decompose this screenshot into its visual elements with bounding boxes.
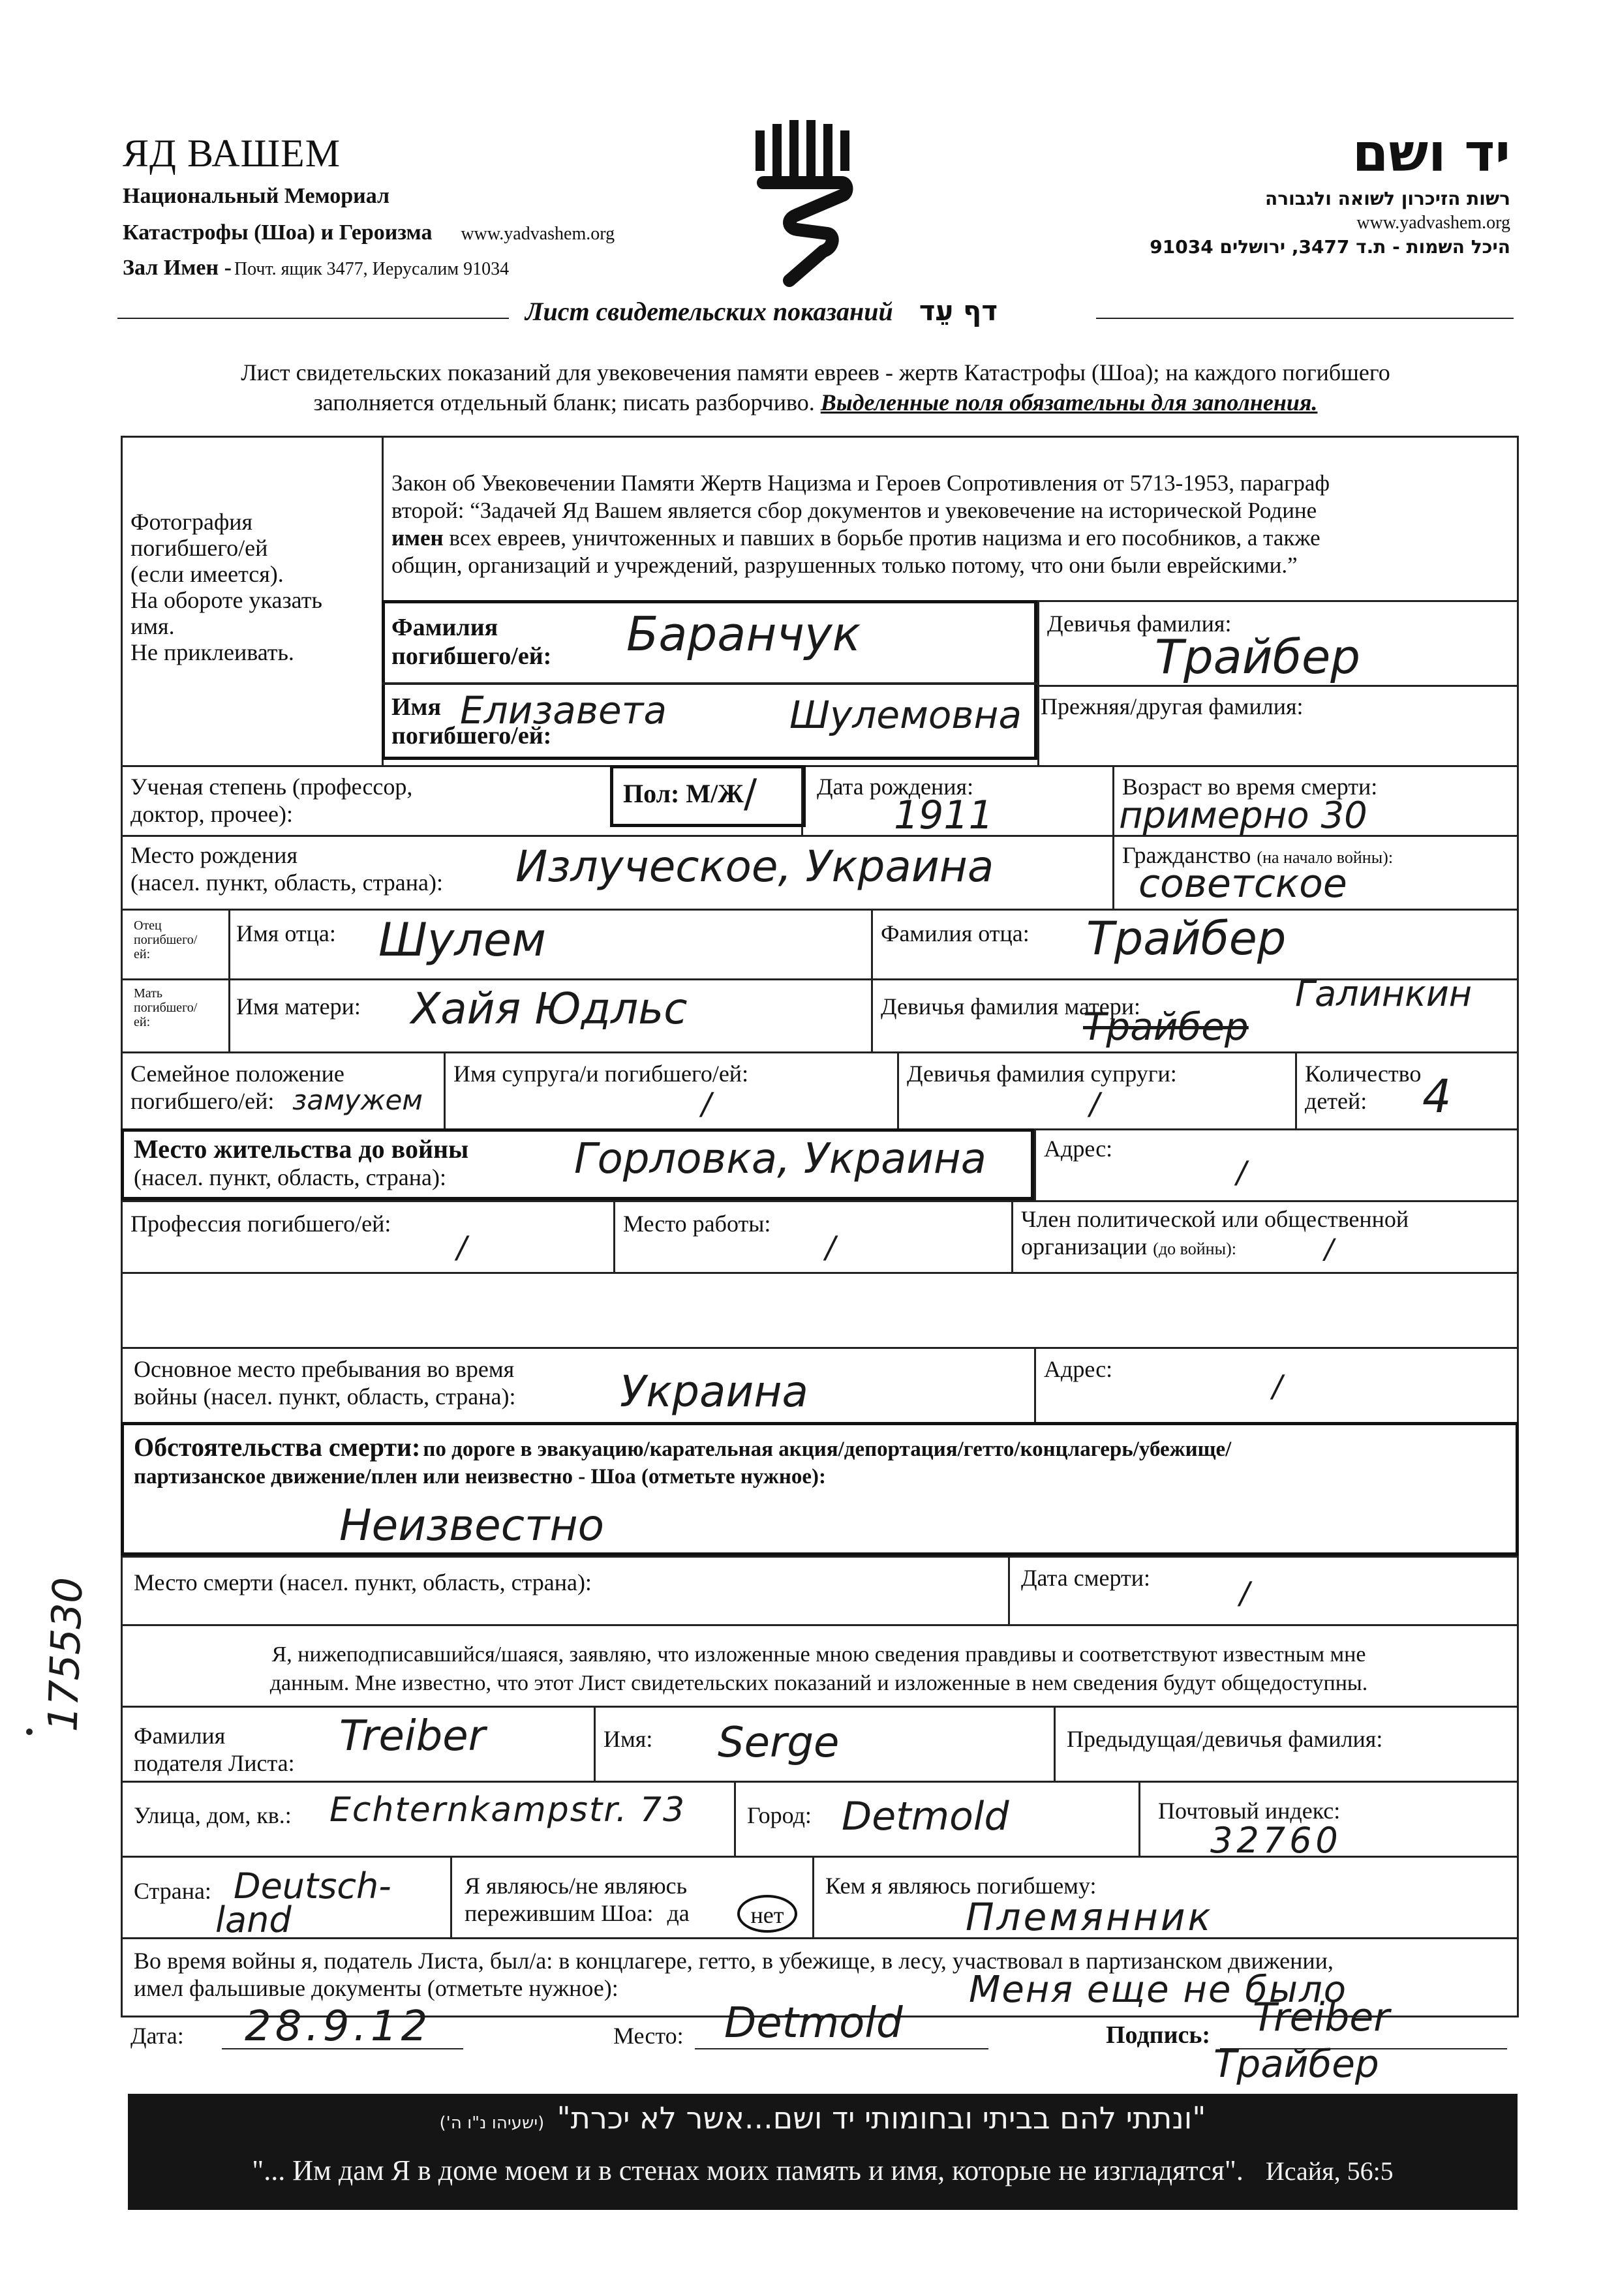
law-text: Закон об Увековечении Памяти Жертв Нацизма и Героев Сопротивления от 5713-1953, параграф второй: “Задачей Яд Вашем является сбор документов и увековечение на исторической Родине имен всех евреев, уничтоженных и павших в борьбе против нацизма и его пособников, а также общин, организаций и учреждений, разрушенных только потому, что они были еврейскими.” — [391, 470, 1330, 578]
footer-he-quote: "ונתתי להם בביתי ובחומותי יד ושם...אשר לא יכרת" — [557, 2100, 1206, 2136]
residence-label: Место жительства до войны (насел. пункт, область, страна): — [134, 1134, 469, 1190]
profession-label: Профессия погибшего/ей: — [130, 1211, 391, 1237]
street-label: Улица, дом, кв.: — [134, 1802, 292, 1828]
city-label: Город: — [747, 1802, 812, 1828]
margin-dot — [26, 1729, 33, 1735]
spouse-name-value[interactable]: / — [701, 1086, 712, 1121]
street-value[interactable]: Echternkampstr. 73 — [329, 1790, 686, 1830]
mother-name-label: Имя матери: — [236, 993, 361, 1020]
footer-ru-ref: Исайя, 56:5 — [1265, 2156, 1394, 2186]
address-value-2[interactable]: / — [1272, 1368, 1283, 1404]
workplace-value[interactable]: / — [825, 1230, 836, 1265]
first-name-value[interactable]: Елизавета — [460, 688, 667, 733]
submitter-surname-value[interactable]: Treiber — [339, 1712, 485, 1760]
during-war-label: Во время войны я, податель Листа, был/а: в концлагере, гетто, в убежище, в лесу, участвовал в партизанском движении, имел фальшивые документы (отметьте нужное): — [134, 1948, 1334, 2001]
he-line3: היכל השמות - ת.ד 3477, ירושלים 91034 — [1150, 236, 1510, 258]
member-label: Член политической или общественной организации (до войны): — [1021, 1206, 1409, 1260]
footer-ru-quote: "... Им дам Я в доме моем и в стенах моих память и имя, которые не изгладятся". — [252, 2154, 1244, 2186]
survivor-label: Я являюсь/не являюсь пережившим Шоа: да — [465, 1873, 690, 1926]
ru-line3-rest: Почт. ящик 3477, Иерусалим 91034 — [234, 259, 510, 279]
footer-he-ref: (ישעיהו נ"ו ה') — [439, 2113, 545, 2133]
relation-value[interactable]: Племянник — [966, 1895, 1214, 1939]
mother-name-value[interactable]: Хайя Юдльс — [411, 984, 688, 1034]
wartime-value[interactable]: Украина — [620, 1367, 808, 1417]
first-name-label: Имя погибшего/ей: — [391, 693, 552, 749]
photo-note: Фотография погибшего/ей (если имеется). На обороте указать имя. Не приклеивать. — [130, 509, 322, 665]
father-name-label: Имя отца: — [236, 920, 336, 946]
signature-value-2[interactable]: Трайбер — [1214, 2042, 1379, 2086]
birth-date-value[interactable]: 1911 — [894, 793, 994, 838]
age-label: Возраст во время смерти: — [1122, 774, 1378, 800]
maiden-label: Девичья фамилия: — [1047, 611, 1232, 637]
sex-label: Пол: М/Ж — [623, 779, 744, 808]
country-value-l2[interactable]: land — [215, 1899, 292, 1941]
death-date-label: Дата смерти: — [1021, 1565, 1151, 1591]
website-right: www.yadvashem.org — [1356, 213, 1510, 233]
sex-strike: / — [744, 771, 757, 817]
surname-value[interactable]: Баранчук — [626, 607, 861, 661]
mother-side-label: Мать погибшего/ ей: — [134, 986, 198, 1029]
he-line1: רשות הזיכרון לשואה ולגבורה — [1265, 188, 1510, 209]
footer-banner — [128, 2094, 1518, 2210]
date-label: Дата: — [130, 2023, 184, 2049]
title-rule-left — [117, 318, 509, 319]
signature-label: Подпись: — [1106, 2021, 1211, 2049]
age-value[interactable]: примерно 30 — [1119, 794, 1367, 837]
member-value[interactable]: / — [1324, 1233, 1334, 1265]
survivor-yes-option[interactable]: да — [667, 1900, 690, 1926]
mother-maiden-new-value[interactable]: Галинкин — [1295, 973, 1473, 1014]
address-label-2: Адрес: — [1044, 1356, 1113, 1382]
circumstances-label: Обстоятельства смерти: по дороге в эвакуацию/карательная акция/депортация/гетто/концлагерь/убежище/ партизанское движение/плен или неизвестно - Шоа (отметьте нужное): — [134, 1432, 1232, 1488]
submitter-surname-label: Фамилия подателя Листа: — [134, 1723, 295, 1776]
place-value[interactable]: Detmold — [724, 1999, 903, 2047]
website-left: www.yadvashem.org — [461, 224, 615, 244]
birthplace-label: Место рождения (насел. пункт, область, страна): — [130, 842, 444, 896]
father-side-label: Отец погибшего/ ей: — [134, 918, 198, 961]
father-surname-label: Фамилия отца: — [881, 920, 1030, 946]
header-ru — [123, 130, 710, 287]
margin-number: 175530 — [38, 1576, 92, 1733]
residence-value[interactable]: Горловка, Украина — [574, 1135, 986, 1183]
city-value[interactable]: Detmold — [842, 1794, 1009, 1839]
surname-label: Фамилия погибшего/ей: — [391, 614, 552, 670]
date-value[interactable]: 28.9.12 — [245, 2002, 432, 2051]
title-rule-right — [1096, 318, 1514, 319]
profession-value[interactable]: / — [457, 1230, 467, 1265]
father-name-value[interactable]: Шулем — [378, 913, 546, 967]
maiden-value[interactable]: Трайбер — [1155, 629, 1360, 684]
workplace-label: Место работы: — [623, 1211, 771, 1237]
relation-label: Кем я являюсь погибшему: — [825, 1873, 1097, 1899]
zip-label: Почтовый индекс: — [1158, 1798, 1341, 1824]
father-surname-value[interactable]: Трайбер — [1086, 912, 1287, 965]
death-place-label: Место смерти (насел. пункт, область, страна): — [134, 1569, 592, 1595]
birth-date-label: Дата рождения: — [817, 774, 974, 800]
birthplace-value[interactable]: Излуческое, Украина — [515, 841, 994, 892]
yad-vashem-logo — [750, 117, 855, 287]
ru-title: ЯД ВАШЕМ — [123, 132, 341, 175]
survivor-no-option[interactable]: нет — [737, 1895, 797, 1933]
mother-maiden-struck-value[interactable]: Трайбер — [1083, 1004, 1249, 1049]
children-label: Количество детей: — [1305, 1061, 1422, 1114]
mother-maiden-label: Девичья фамилия матери: — [881, 993, 1141, 1020]
country-label: Страна: — [134, 1878, 211, 1904]
children-value[interactable]: 4 — [1422, 1070, 1452, 1123]
ru-line2: Катастрофы (Шоа) и Героизма — [123, 220, 433, 245]
zip-value[interactable]: 32760 — [1210, 1820, 1342, 1861]
citizenship-value[interactable]: советское — [1138, 861, 1347, 907]
form-title: Лист свидетельских показаний דף עֵד — [525, 295, 998, 327]
address-value-1[interactable]: / — [1236, 1155, 1247, 1190]
declaration: Я, нижеподписавшийся/шаяся, заявляю, что изложенные мною сведения правдивы и соответствуют известным мне данным. Мне известно, что этот Лист свидетельских показаний и изложенные в нем сведения будут общедоступны. — [269, 1642, 1368, 1695]
former-name-label: Прежняя/другая фамилия: — [1041, 693, 1304, 719]
submitter-prev-label: Предыдущая/девичья фамилия: — [1067, 1726, 1383, 1752]
circumstances-value[interactable]: Неизвестно — [339, 1500, 604, 1550]
citizenship-label: Гражданство (на начало войны): — [1122, 842, 1394, 868]
marital-value[interactable]: замужем — [292, 1084, 423, 1116]
death-date-value[interactable]: / — [1240, 1575, 1250, 1610]
marital-label: Семейное положение погибшего/ей: — [130, 1061, 344, 1114]
ru-line3-bold: Зал Имен - — [123, 256, 232, 280]
header-he — [1054, 124, 1510, 260]
intro: Лист свидетельских показаний для увековечения памяти евреев - жертв Катастрофы (Шоа); на каждого погибшего заполняется отдельный бланк; писать разборчиво. Выделенные поля обязательны для заполнения. — [241, 359, 1390, 415]
he-title: יד ושם — [1352, 123, 1510, 183]
ru-line1: Национальный Мемориал — [123, 184, 390, 208]
spouse-name-label: Имя супруга/и погибшего/ей: — [453, 1061, 749, 1087]
wartime-label: Основное место пребывания во время войны (насел. пункт, область, страна): — [134, 1356, 516, 1410]
signature-value-1[interactable]: Treiber — [1253, 1995, 1390, 2040]
place-label: Место: — [613, 2023, 684, 2049]
during-war-value[interactable]: Меня еще не было — [969, 1969, 1347, 2011]
submitter-name-label: Имя: — [603, 1726, 653, 1752]
submitter-name-value[interactable]: Serge — [718, 1719, 840, 1767]
spouse-maiden-value[interactable]: / — [1090, 1086, 1100, 1121]
degree-label: Ученая степень (профессор, доктор, прочее): — [130, 774, 413, 827]
patronymic-value[interactable]: Шулемовна — [789, 693, 1022, 737]
spouse-maiden-label: Девичья фамилия супруги: — [907, 1061, 1177, 1087]
country-value-l1[interactable]: Deutsch- — [234, 1865, 391, 1907]
address-label-1: Адрес: — [1044, 1136, 1113, 1162]
